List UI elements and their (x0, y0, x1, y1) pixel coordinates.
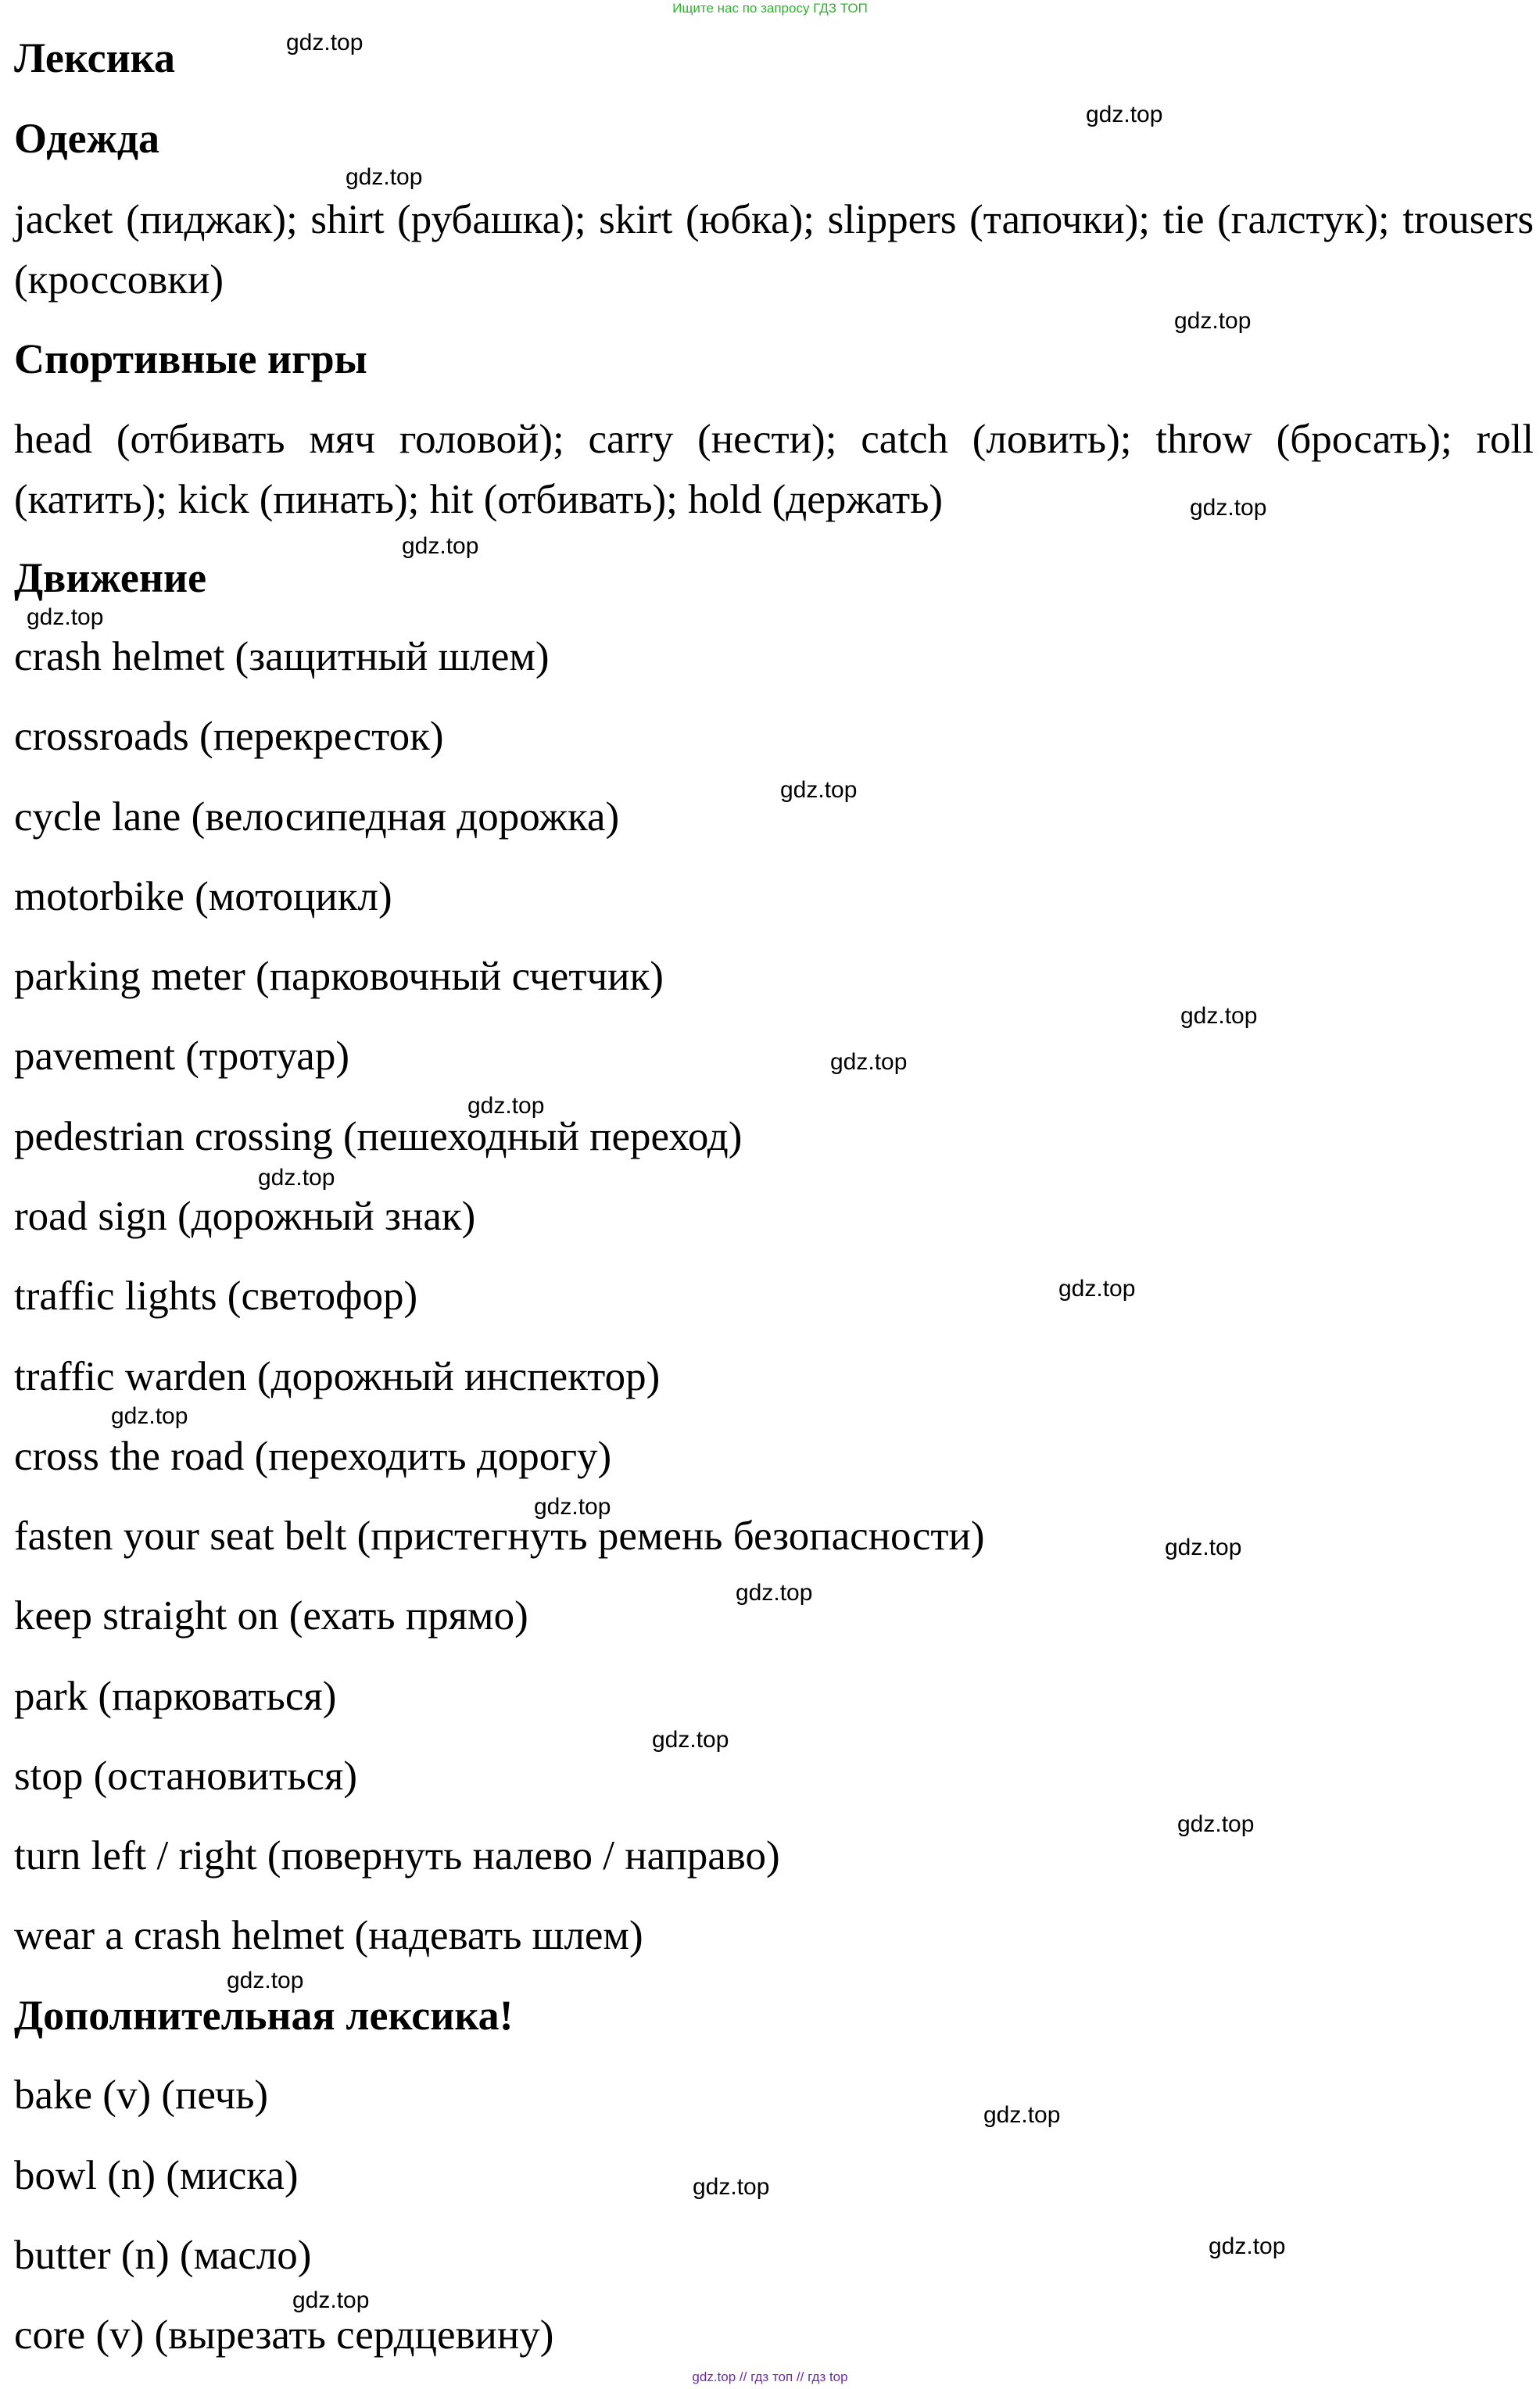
list-item: butter (n) (масло) (14, 2233, 312, 2278)
list-item: pedestrian crossing (пешеходный переход) (14, 1114, 743, 1159)
list-item: stop (остановиться) (14, 1753, 358, 1799)
watermark: gdz.top (1058, 1276, 1136, 1302)
list-item: parking meter (парковочный счетчик) (14, 954, 664, 999)
watermark: gdz.top (780, 777, 858, 803)
heading-extra-vocabulary: Дополнительная лексика! (14, 1992, 514, 2039)
watermark: gdz.top (111, 1403, 188, 1429)
list-item: crash helmet (защитный шлем) (14, 634, 550, 679)
watermark: gdz.top (1086, 102, 1163, 127)
list-item: road sign (дорожный знак) (14, 1194, 476, 1239)
list-item: park (парковаться) (14, 1674, 337, 1719)
watermark: gdz.top (1174, 308, 1252, 334)
watermark: gdz.top (286, 30, 364, 56)
list-item: keep straight on (ехать прямо) (14, 1593, 528, 1639)
watermark: gdz.top (693, 2174, 770, 2200)
heading-lexika: Лексика (14, 34, 175, 81)
list-item: cycle lane (велосипедная дорожка) (14, 794, 620, 840)
watermark: gdz.top (258, 1165, 335, 1191)
watermark: gdz.top (736, 1580, 813, 1606)
watermark: gdz.top (292, 2287, 370, 2313)
heading-sport-games: Спортивные игры (14, 335, 367, 382)
watermark: gdz.top (346, 164, 423, 190)
heading-movement: Движение (14, 554, 207, 601)
watermark: gdz.top (27, 604, 104, 630)
footer: gdz.top // гдз топ // гдз top (692, 2369, 848, 2384)
watermark: gdz.top (1165, 1535, 1242, 1560)
list-item: traffic lights (светофор) (14, 1273, 418, 1319)
watermark: gdz.top (467, 1093, 545, 1119)
list-item: wear a crash helmet (надевать шлем) (14, 1913, 643, 1958)
list-item: bake (v) (печь) (14, 2072, 269, 2118)
watermark: gdz.top (652, 1727, 729, 1753)
heading-clothes: Одежда (14, 115, 160, 162)
list-item: pavement (тротуар) (14, 1033, 349, 1079)
watermark: gdz.top (1190, 495, 1267, 521)
list-item: crossroads (перекресток) (14, 714, 444, 759)
watermark: gdz.top (402, 533, 479, 559)
list-item: turn left / right (повернуть налево / направо) (14, 1833, 780, 1879)
watermark: gdz.top (983, 2102, 1061, 2128)
sport-games-text: head (отбивать мяч головой); carry (нести); catch (ловить); throw (бросать); roll (катить); kick (пинать); hit (отбивать); hold (держать) (14, 417, 1534, 522)
watermark: gdz.top (534, 1494, 611, 1520)
clothes-text: jacket (пиджак); shirt (рубашка); skirt (юбка); slippers (тапочки); tie (галстук); trousers (кроссовки) (14, 197, 1534, 303)
top-banner: Ищите нас по запросу ГДЗ ТОП (672, 1, 868, 16)
watermark: gdz.top (1177, 1811, 1255, 1837)
list-item: bowl (n) (миска) (14, 2153, 299, 2198)
list-item: fasten your seat belt (пристегнуть ремень безопасности) (14, 1513, 985, 1559)
watermark: gdz.top (830, 1049, 908, 1075)
list-item: traffic warden (дорожный инспектор) (14, 1354, 661, 1399)
list-item: motorbike (мотоцикл) (14, 874, 392, 919)
list-item: core (v) (вырезать сердцевину) (14, 2312, 554, 2358)
watermark: gdz.top (1209, 2233, 1286, 2259)
watermark: gdz.top (1180, 1003, 1258, 1029)
list-item: cross the road (переходить дорогу) (14, 1434, 612, 1479)
watermark: gdz.top (227, 1968, 304, 1993)
